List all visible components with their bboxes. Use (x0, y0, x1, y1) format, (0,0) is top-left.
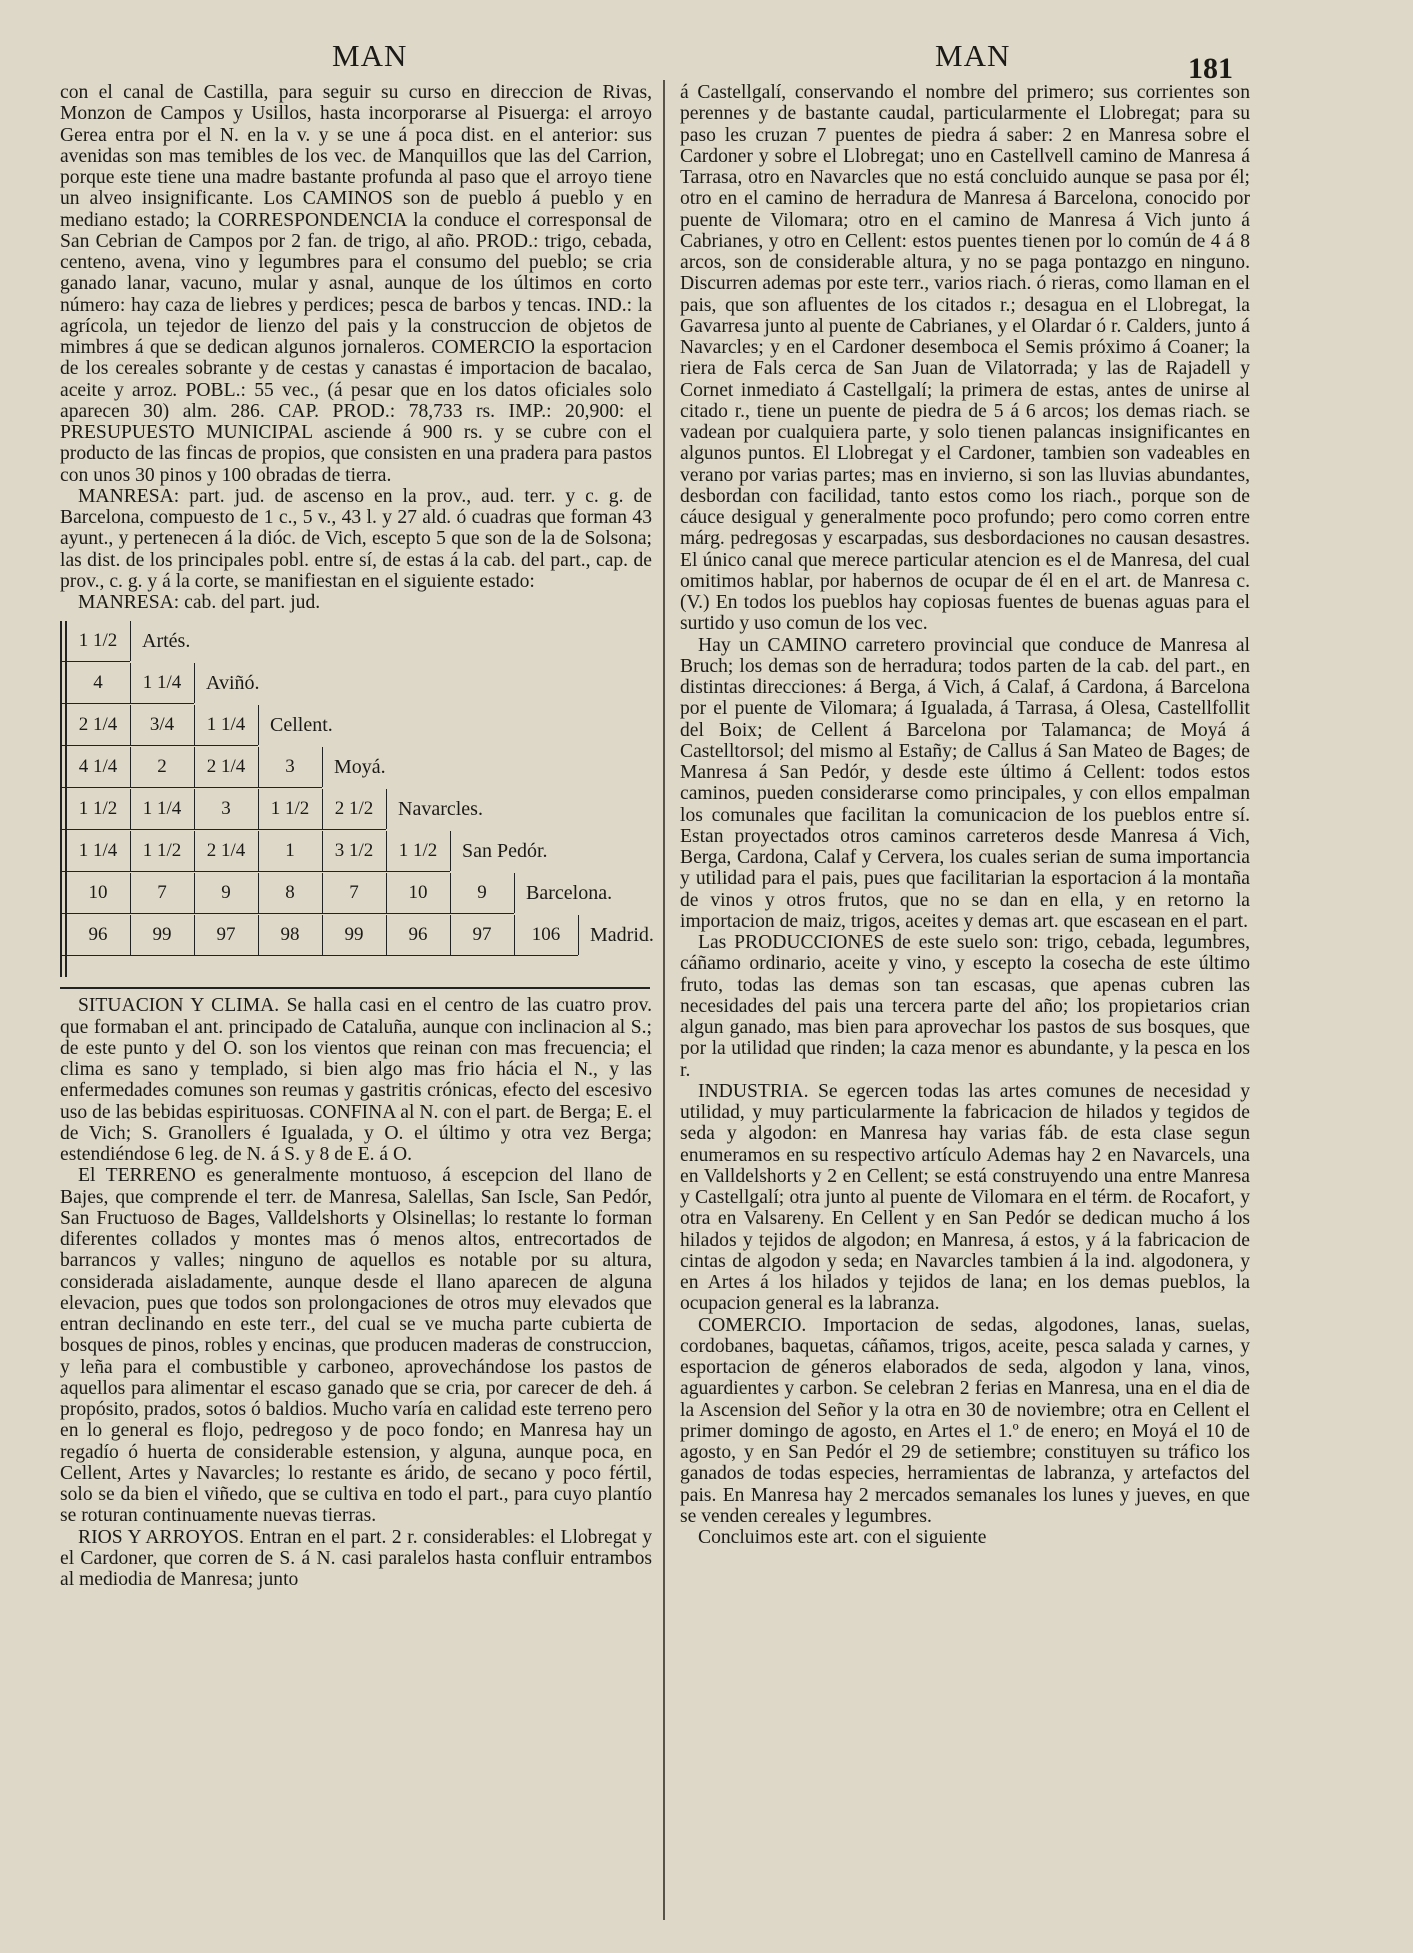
table-row (60, 873, 652, 915)
table-cell: 2 1/4 (194, 831, 259, 871)
table-row-label: San Pedór. (462, 840, 548, 863)
table-row-rule (60, 955, 578, 956)
left-running-head: MAN (332, 38, 408, 73)
table-cell: 7 (322, 873, 387, 913)
table-cell: 2 1/2 (322, 789, 387, 829)
paragraph-manresa-intro: MANRESA: part. jud. de ascenso en la prov., aud. terr. y c. g. de Barcelona, compuesto de 1 c., 5 v., 43 l. y 27 ald. ó cuadras que forman 43 ayunt., y pertenecen á la dióc. de Vich, escepto 5 que son de la de Solsona; las dist. de los principales pobl. entre sí, de estas á la cab. del part., cap. de prov., c. g. y á la corte, se manifiestan en el siguiente estado: (60, 485, 652, 592)
table-row-label: Madrid. (590, 924, 654, 947)
paragraph-industria: INDUSTRIA. Se egercen todas las artes comunes de necesidad y utilidad, y muy particularmente la fabricacion de hilados y tegidos de seda y algodon: en Manresa hay varias fáb. de esta clase segun enumeramos en su respectivo artículo Ademas hay 2 en Navarcels, una en Valldelshorts y 2 en Cellent; se está construyendo una entre Manresa y Castellgalí; otra junto al puente de Vilomara en el térm. de Rocafort, y otra en Valsareny. En Cellent y en San Pedór se dedican mucho á los hilados y tejidos de algodon; en Manresa, á estos, y á la fabricacion de cintas de algodon y seda; en Navarcles tambien á la ind. algodonera, y en Artes á los hilados y tejidos de lana; en los demas pueblos, la ocupacion general es la labranza. (680, 1080, 1250, 1315)
table-cell: 9 (450, 873, 515, 913)
paragraph-caminos: Hay un CAMINO carretero provincial que conduce de Manresa al Bruch; los demas son de herradura; todos parten de la cab. del part., en distintas direcciones: á Berga, á Vich, á Calaf, á Cardona, á Barcelona por el puente de Vilomara; á Igualada, á Tarrasa, á Olesa, Castellfollit del Boix; de Cellent á Barcelona por Talamanca; de Moyá á Castelltorsol; del mismo al Estañy; de Callus á San Mateo de Bages; de Manresa á San Pedór, y desde este último á Cellent: todos estos caminos, pueden considerarse como principales, y con ellos empalman los comunales que facilitan la comunicacion de los pueblos entre sí. Estan proyectados otros caminos carreteros desde Manresa á Vich, Berga, Cardona, Calaf y Cervera, los cuales serian de suma importancia y utilidad para el pais, pues que facilitarian la esportacion á la montaña de vinos y otros frutos, que no se dan en ella, y en retorno la importacion de maiz, trigos, aceites y demas art. que escasean en el part. (680, 634, 1250, 932)
table-cell: 9 (194, 873, 259, 913)
distance-table (60, 621, 652, 981)
table-cell: 106 (514, 915, 579, 955)
table-cell: 3 (194, 789, 259, 829)
table-row-rule (60, 745, 258, 746)
table-row-label: Moyá. (334, 756, 386, 779)
table-cell: 3/4 (130, 705, 195, 745)
right-running-head: MAN (935, 38, 1011, 73)
table-cell: 4 (66, 663, 131, 703)
right-column (680, 82, 1250, 1548)
table-cell: 3 1/2 (322, 831, 387, 871)
paragraph-rios-continued: á Castellgalí, conservando el nombre del primero; sus corrientes son perennes y de bastante caudal, particularmente el Llobregat; para su paso les cruzan 7 puentes de piedra á saber: 2 en Manresa sobre el Cardoner y sobre el Llobregat; uno en Castellvell camino de Manresa á Tarrasa, otro en Navarcles que no está concluido aunque se pasa por él; otro en el camino de herradura de Manresa á Barcelona, conocido por puente de Vilomara; otro en el camino de Manresa á Vich junto á Cabrianes, y otro en Cellent: estos puentes tienen por lo común de 4 á 8 arcos, son de considerable altura, y no se paga pontazgo en ninguno. Discurren ademas por este terr., varios riach. ó rieras, como llaman en el pais, que son afluentes de los citados r.; desagua en el Llobregat, la Gavarresa junto al puente de Cabrianes, y el Olardar ó r. Calders, junto á Navarcles; y en el Cardoner desemboca el Semis próximo á Coaner; la riera de Fals cerca de San Juan de Vilatorrada; y las de Rajadell y Cornet inmediato á Castellgalí; la primera de estas, antes de unirse al citado r., tiene un puente de piedra de 5 á 6 arcos; los demas riach. se vadean por cualquiera parte, y solo tienen palancas insignificantes en algunos puntos. El Llobregat y el Cardoner, tambien son vadeables en verano por varias partes; mas en invierno, si son las lluvias abundantes, desbordan con facilidad, tanto estos como los riach., porque son de cáuce desigual y generalmente poco profundo; pero como corren entre márg. pedregosas y escarpadas, sus desbordaciones no causan desastres. El único canal que merece particular atencion es el de Manresa, del cual omitimos hablar, por habernos de ocupar de él en el art. de Manresa c. (V.) En todos los pueblos hay copiosas fuentes de buenas aguas para el surtido y uso comun de los vec. (680, 82, 1250, 635)
table-row (60, 621, 652, 663)
table-cell: 98 (258, 915, 323, 955)
table-row-label: Artés. (142, 630, 191, 653)
table-cell: 2 (130, 747, 195, 787)
table-cell: 96 (386, 915, 451, 955)
table-row-rule (60, 661, 130, 662)
page-number: 181 (1188, 52, 1233, 85)
table-cell: 1 1/4 (66, 831, 131, 871)
table-cell: 2 1/4 (194, 747, 259, 787)
table-row-rule (60, 913, 514, 914)
paragraph-terreno: El TERRENO es generalmente montuoso, á escepcion del llano de Bajes, que comprende el terr. de Manresa, Salellas, San Iscle, San Pedór, San Fructuoso de Bages, Valldelshorts y Olsinellas; lo restante lo forman diferentes collados y montes mas ó menos altos, entrecortados de barrancos y valles; ninguno de aquellos es notable por su altura, considerada aisladamente, aunque desde el llano aparecen de alguna elevacion, pues que todos son prolongaciones de otros muy elevados que entran declinando en este terr., del cual se ve mucha parte cubierta de bosques de pinos, robles y encinas, que producen maderas de construccion, y leña para el combustible y carboneo, aprovechándose los pastos de aquellos para alimentar el escaso ganado que se cria, por carecer de deh. á propósito, prados, sotos ó baldios. Mucho varía en calidad este terreno pero en lo general es flojo, pedregoso y de poco fondo; en Manresa hay un regadío ó huerta de considerable estension, y alguna, aunque poca, en Cellent, Artes y Navarcles; lo restante es árido, de secano y poco fértil, solo se da bien el viñedo, que se cultiva en todo el part., para cuyo plantío se roturan continuamente nuevas tierras. (60, 1165, 653, 1527)
paragraph-campos-end: con el canal de Castilla, para seguir su curso en direccion de Rivas, Monzon de Campos y Usillos, hasta incorporarse al Pisuerga: el arroyo Gerea entra por el N. en la v. y se une á poca dist. en el anterior: sus avenidas son mas temibles de los vec. de Manquillos que las del Carrion, porque este tiene una madre bastante profunda al paso que el arroyo tiene un alveo insignificante. Los CAMINOS son de pueblo á pueblo y en mediano estado; la CORRESPONDENCIA la conduce el corresponsal de San Cebrian de Campos por 2 fan. de trigo, al año. PROD.: trigo, cebada, centeno, avena, vino y legumbres para el consumo del pueblo; se cria ganado lanar, vacuno, mular y asnal, aunque de los últimos en corto número: hay caza de liebres y perdices; pesca de barbos y tencas. IND.: la agrícola, un tejedor de lienzo del pais y la construccion de objetos de mimbres á que se dedican algunos jornaleros. COMERCIO la esportacion de los cereales sobrante y de cestas y canastas é importacion de bacalao, aceite y arroz. POBL.: 55 vec., (á pesar que en los datos oficiales solo aparecen 30) alm. 286. CAP. PROD.: 78,733 rs. IMP.: 20,900: el PRESUPUESTO MUNICIPAL asciende á 900 rs. y se cubre con el producto de las fincas de propios, que consisten en una pradera para pastos con unos 30 pinos y 100 obradas de tierra. (60, 82, 652, 486)
table-cell: 1 1/4 (130, 663, 195, 703)
table-row (60, 705, 652, 747)
table-cell: 1 1/4 (130, 789, 195, 829)
table-cell: 2 1/4 (66, 705, 131, 745)
table-row (60, 747, 652, 789)
table-row (60, 663, 652, 705)
table-cell: 97 (194, 915, 259, 955)
table-row-rule (60, 871, 450, 872)
table-cell: 1 1/2 (386, 831, 451, 871)
table-row-rule (60, 703, 194, 704)
table-row-label: Cellent. (270, 714, 333, 737)
table-cell: 1 1/2 (130, 831, 195, 871)
table-cell: 1 1/2 (66, 789, 131, 829)
table-cell: 97 (450, 915, 515, 955)
table-row-rule (60, 787, 322, 788)
table-cell: 1 1/2 (66, 621, 131, 661)
table-row-label: Aviñó. (206, 672, 260, 695)
table-cell: 8 (258, 873, 323, 913)
paragraph-comercio: COMERCIO. Importacion de sedas, algodones, lanas, suelas, cordobanes, baquetas, cáñamos, trigos, aceite, pesca salada y carnes, y esportacion de géneros elaborados de seda, algodon y lana, vinos, aguardientes y carbon. Se celebran 2 ferias en Manresa, una en el dia de la Ascension del Señor y la otra en 30 de noviembre; otra en Cellent el primer domingo de agosto, en Artes el 1.º de enero; en Moyá el 10 de agosto, y en San Pedór el 29 de setiembre; constituyen su tráfico los ganados de todas especies, herramientas de labranza, y artefactos del pais. En Manresa hay 2 mercados semanales los lunes y jueves, en que se venden cereales y legumbres. (680, 1314, 1250, 1527)
left-column (60, 82, 652, 1590)
table-bottom-rule (60, 987, 650, 989)
table-cell: 99 (322, 915, 387, 955)
table-cell: 1 (258, 831, 323, 871)
paragraph-producciones: Las PRODUCCIONES de este suelo son: trigo, cebada, legumbres, cáñamo ordinario, aceite y vino, y escepto la cosecha de este último fruto, todas las demas son tan escasas, que apenas cubren las necesidades del pais una tercera parte del año; los propietarios crian algun ganado, mas bien para aprovechar los pastos de sus bosques, que por la utilidad que rinden; la caza menor es abundante, y la pesca en los r. (680, 932, 1250, 1081)
paragraph-rios-arroyos: RIOS Y ARROYOS. Entran en el part. 2 r. considerables: el Llobregat y el Cardoner, que corren de S. á N. casi paralelos hasta confluir entrambos al mediodia de Manresa; junto (60, 1526, 652, 1590)
table-cell: 10 (386, 873, 451, 913)
table-cell: 1 1/4 (194, 705, 259, 745)
table-row-label: Navarcles. (398, 798, 483, 821)
table-cell: 96 (66, 915, 131, 955)
table-caption: MANRESA: cab. del part. jud. (78, 592, 321, 613)
paragraph-situacion-clima: SITUACION Y CLIMA. Se halla casi en el centro de las cuatro prov. que formaban el ant. principado de Cataluña, aunque con inclinacion al S.; de este punto y del O. son los vientos que reinan con mas frecuencia; el clima es sano y templado, si bien algo mas frio hácia el N., y las enfermedades comunes son reumas y gastritis crónicas, efecto del escesivo uso de las bebidas espirituosas. CONFINA al N. con el part. de Berga; E. el de Vich; S. Granollers é Igualada, y O. el último y otra vez Berga; estendiéndose 6 leg. de N. á S. y 8 de E. á O. (60, 995, 652, 1165)
table-cell: 1 1/2 (258, 789, 323, 829)
table-cell: 7 (130, 873, 195, 913)
table-row-rule (60, 829, 386, 830)
table-row (60, 789, 652, 831)
paragraph-concluimos: Concluimos este art. con el siguiente (698, 1527, 987, 1548)
table-cell: 99 (130, 915, 195, 955)
table-row (60, 831, 652, 873)
table-cell: 10 (66, 873, 131, 913)
table-row (60, 915, 652, 957)
table-row-label: Barcelona. (526, 882, 613, 905)
table-cell: 3 (258, 747, 323, 787)
table-cell: 4 1/4 (66, 747, 131, 787)
column-divider (663, 80, 665, 1920)
